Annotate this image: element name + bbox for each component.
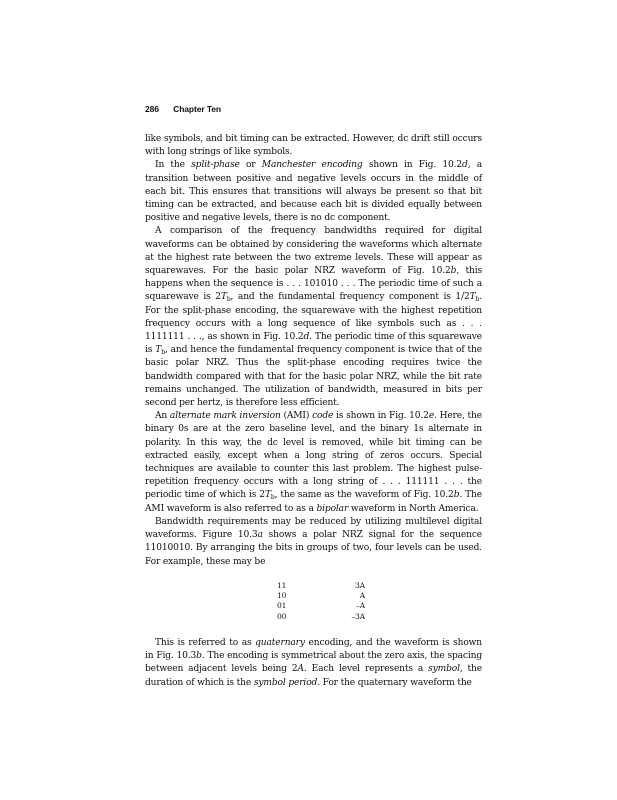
math-symbol: T [264, 490, 271, 501]
italic-term: A [297, 664, 304, 675]
math-subscript: b [475, 296, 480, 304]
paragraph-1-text: like symbols, and bit timing can be extracted. However, dc drift still occurs with long strings of like symbols. [145, 134, 482, 158]
italic-term: symbol period [253, 677, 318, 688]
text-run: shown in Fig. 10.2 [362, 160, 463, 171]
text-run: A comparison of the frequency bandwidths required for digital waveforms can be obtained by considering the waveforms which alternate at the highest rate between the two extreme levels. These will appear as squarewaves. For the basic polar NRZ waveform of Fig. 10.2 [145, 226, 482, 277]
text-run: encoding, and the waveform is shown in Fig. 10.3 [145, 637, 483, 662]
italic-term: bipolar [316, 503, 349, 514]
math-symbol: T [220, 292, 227, 303]
text-run: , the same as the waveform of Fig. 10.2 [274, 490, 454, 501]
running-header [145, 104, 221, 114]
italic-term: symbol [428, 664, 460, 675]
bit-pair: 11 [277, 580, 287, 590]
italic-term: e [428, 411, 435, 422]
math-subscript: b [270, 494, 275, 502]
math-symbol: T [155, 345, 162, 356]
text-run: . For the split-phase encoding, the squarewave with the highest repetition frequency occurs with a long sequence of like symbols such as . . . 1111111 . . ., as shown in Fig. 10.2 [145, 292, 482, 343]
italic-term: quaternary [255, 637, 305, 648]
italic-term: b [453, 490, 460, 501]
text-run: , and hence the fundamental frequency component is twice that of the basic polar NRZ. Thus the split-phase encoding requires twice the bandwidth compared with that for the basic polar NRZ, while the bit rate remains unchanged. The utilization of bandwidth, measured in bits per second per hertz, is therefore less efficient. [145, 345, 482, 409]
table-row [277, 612, 482, 622]
text-run: . The periodic time of this squarewave is [145, 332, 483, 356]
italic-term: b [450, 266, 457, 277]
paragraph-5 [145, 516, 482, 569]
bit-pair: 01 [277, 601, 287, 611]
text-run: , a transition between positive and negative levels occurs in the middle of each bit. This ensures that transitions will always be present so that bit timing can be extracted, and because each bit is divided equally between positive and negative levels, there is no dc component. [145, 160, 482, 224]
text-run: (AMI) [280, 411, 313, 422]
text-run: . The AMI waveform is also referred to as a [145, 490, 482, 514]
text-run: , and the fundamental frequency component is 1/2 [230, 292, 470, 303]
text-run: or [239, 160, 262, 171]
text-run: This is referred to as [155, 637, 256, 648]
paragraph-4 [145, 410, 482, 516]
text-run: . The encoding is symmetrical about the zero axis, the spacing between adjacent levels being 2 [145, 651, 482, 675]
level-value: –3A [351, 611, 365, 621]
table-row [277, 591, 482, 601]
chapter-title: Chapter Ten [173, 104, 222, 114]
level-value: –A [356, 601, 365, 611]
level-value: 3A [354, 580, 365, 590]
text-run: An [155, 411, 170, 422]
italic-term: Manchester encoding [261, 160, 363, 171]
text-run: , this happens when the sequence is . . . 101010 . . . The periodic time of such a squarewave is 2 [145, 266, 482, 303]
quaternary-level-table [145, 581, 482, 622]
italic-term: code [312, 411, 334, 422]
bit-pair: 00 [277, 611, 287, 621]
math-subscript: b [226, 296, 231, 304]
italic-term: alternate mark inversion [169, 411, 281, 422]
italic-term: d [462, 160, 468, 171]
table-row [277, 601, 482, 611]
paragraph-2 [145, 159, 482, 225]
math-subscript: b [161, 349, 165, 357]
italic-term: d [303, 332, 310, 343]
text-run: . For the quaternary waveform the [317, 677, 472, 688]
text-run: In the [155, 160, 192, 171]
italic-term: b [196, 651, 202, 662]
text-run: , the duration of which is the [145, 664, 482, 688]
body-text [145, 133, 482, 690]
page-number: 286 [145, 104, 159, 114]
text-run: shows a polar NRZ signal for the sequence 11010010. By arranging the bits in groups of two, four levels can be used. For example, these may be [145, 530, 482, 567]
italic-term: split-phase [191, 160, 240, 171]
text-run: is shown in Fig. 10.2 [333, 411, 429, 422]
math-symbol: T [469, 292, 476, 303]
text-run: . Here, the binary 0s are at the zero baseline level, and the binary 1s alternate in polarity. In this way, the dc level is removed, while bit timing can be extracted easily, except when a long string of zeros occurs. Special techniques are available to counter this last problem. The highest pulse-repetition frequency occurs with a long string of . . . 111111 . . . the periodic time of which is 2 [145, 411, 482, 501]
italic-term: a [257, 530, 263, 541]
bit-pair: 10 [277, 591, 287, 600]
table-row [277, 581, 482, 591]
paragraph-1 [145, 133, 482, 159]
text-run: . Each level represents a [303, 664, 429, 675]
text-run: Bandwidth requirements may be reduced by utilizing multilevel digital waveforms. Figure 10.3 [145, 516, 482, 541]
paragraph-3 [145, 225, 482, 410]
text-run: waveform in North America. [348, 503, 479, 514]
paragraph-6 [145, 637, 482, 690]
level-value: A [359, 591, 365, 600]
